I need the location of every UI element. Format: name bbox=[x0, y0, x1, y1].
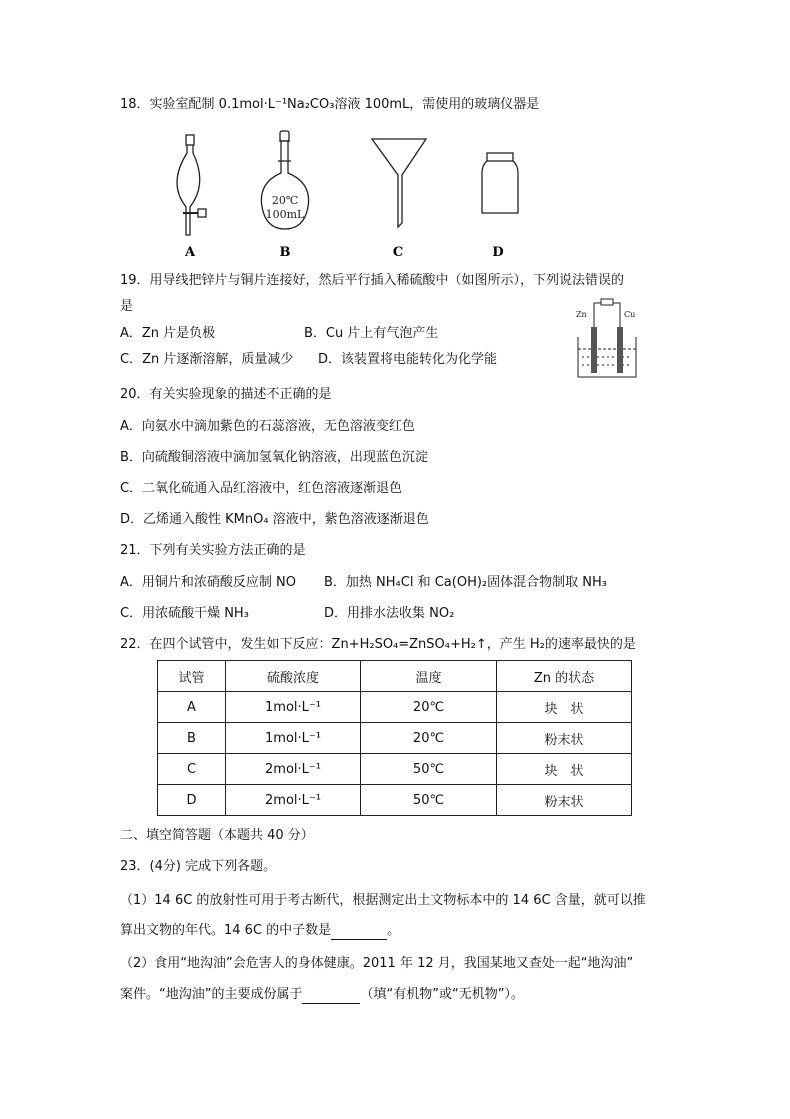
cell-concentration: 1mol·L⁻¹ bbox=[226, 723, 361, 754]
table-row bbox=[158, 785, 632, 816]
q19-option-d: D．该装置将电能转化为化学能 bbox=[318, 352, 498, 367]
cell-concentration: 1mol·L⁻¹ bbox=[226, 692, 361, 723]
q21-option-c: C．用浓硫酸干燥 NH₃ bbox=[120, 606, 249, 621]
header-zn-state: Zn 的状态 bbox=[497, 661, 632, 692]
label-b: B bbox=[279, 245, 291, 260]
cell-concentration: 2mol·L⁻¹ bbox=[226, 754, 361, 785]
q19-option-a: A．Zn 片是负极 bbox=[120, 326, 216, 341]
q18-apparatus-figure bbox=[0, 125, 790, 295]
reaction-table bbox=[157, 660, 632, 816]
q23-part2-line2 bbox=[120, 986, 524, 1004]
header-tube: 试管 bbox=[158, 661, 226, 692]
cell-tube: A bbox=[158, 692, 226, 723]
flask-text-1: 20℃ bbox=[271, 194, 299, 207]
section-2-heading: 二、填空简答题（本题共 40 分） bbox=[120, 828, 314, 843]
copper-electrode bbox=[617, 327, 623, 373]
q20-option-d: D．乙烯通入酸性 KMnO₄ 溶液中，紫色溶液逐渐退色 bbox=[120, 512, 429, 527]
q23-stem: 23．(4分) 完成下列各题。 bbox=[120, 859, 277, 874]
q21-option-d: D．用排水法收集 NO₂ bbox=[324, 606, 455, 621]
cell-temperature: 50℃ bbox=[361, 785, 497, 816]
zinc-electrode bbox=[591, 327, 597, 373]
header-temperature: 温度 bbox=[361, 661, 497, 692]
cell-temperature: 50℃ bbox=[361, 754, 497, 785]
table-row bbox=[158, 723, 632, 754]
cell-zn-state: 粉末状 bbox=[497, 723, 632, 754]
q21-option-b: B．加热 NH₄Cl 和 Ca(OH)₂固体混合物制取 NH₃ bbox=[324, 575, 607, 590]
q19-stem-2: 是 bbox=[120, 299, 134, 314]
q23-part1-line2 bbox=[120, 922, 400, 940]
funnel-icon bbox=[372, 139, 426, 227]
cell-temperature: 20℃ bbox=[361, 723, 497, 754]
q19-option-c: C．Zn 片逐渐溶解，质量减少 bbox=[120, 352, 294, 367]
cell-zn-state: 块 状 bbox=[497, 692, 632, 723]
label-d: D bbox=[492, 245, 504, 260]
q18-stem: 18．实验室配制 0.1mol·L⁻¹Na₂CO₃溶液 100mL，需使用的玻璃仪器是 bbox=[120, 97, 540, 112]
q20-option-a: A．向氨水中滴加紫色的石蕊溶液，无色溶液变红色 bbox=[120, 419, 415, 434]
q21-option-a: A．用铜片和浓硝酸反应制 NO bbox=[120, 575, 296, 590]
cell-concentration: 2mol·L⁻¹ bbox=[226, 785, 361, 816]
label-c: C bbox=[392, 245, 404, 260]
cell-tube: B bbox=[158, 723, 226, 754]
reagent-bottle-icon bbox=[482, 153, 518, 213]
q23-part2-end: （填“有机物”或“无机物”）。 bbox=[360, 987, 524, 1002]
q21-stem: 21．下列有关实验方法正确的是 bbox=[120, 543, 306, 558]
table-row bbox=[158, 754, 632, 785]
fig-zn-label: Zn bbox=[576, 310, 587, 319]
cell-temperature: 20℃ bbox=[361, 692, 497, 723]
q23-part2-line1: （2）食用“地沟油”会危害人的身体健康。2011 年 12 月，我国某地又查处一起“地沟油” bbox=[120, 956, 634, 971]
flask-text-2: 100mL bbox=[265, 208, 305, 221]
q23-part1-end: 。 bbox=[387, 923, 401, 938]
q20-stem: 20．有关实验现象的描述不正确的是 bbox=[120, 387, 332, 402]
q20-option-b: B．向硫酸铜溶液中滴加氢氧化钠溶液，出现蓝色沉淀 bbox=[120, 450, 428, 465]
q22-stem: 22．在四个试管中，发生如下反应：Zn+H₂SO₄=ZnSO₄+H₂↑，产生 H₂的速率最快的是 bbox=[120, 637, 636, 652]
header-concentration: 硫酸浓度 bbox=[226, 661, 361, 692]
table-header-row bbox=[158, 661, 632, 692]
galvanic-cell-figure bbox=[572, 297, 642, 382]
cell-zn-state: 粉末状 bbox=[497, 785, 632, 816]
fig-cu-label: Cu bbox=[624, 310, 636, 319]
label-a: A bbox=[184, 245, 196, 260]
q23-part1-line1: （1）14 6C 的放射性可用于考古断代，根据测定出土文物标本中的 14 6C 含量，就可以推 bbox=[120, 893, 646, 908]
q19-stem-1: 19．用导线把锌片与铜片连接好，然后平行插入稀硫酸中（如图所示），下列说法错误的 bbox=[120, 273, 625, 288]
q23-part1-text: 算出文物的年代。14 6C 的中子数是 bbox=[120, 923, 332, 938]
table-row bbox=[158, 692, 632, 723]
q19-option-b: B．Cu 片上有气泡产生 bbox=[304, 326, 439, 341]
answer-blank-neutrons[interactable] bbox=[331, 925, 387, 940]
cell-tube: D bbox=[158, 785, 226, 816]
separatory-funnel-icon bbox=[177, 135, 206, 235]
cell-zn-state: 块 状 bbox=[497, 754, 632, 785]
q23-part2-text: 案件。“地沟油”的主要成份属于 bbox=[120, 987, 303, 1002]
answer-blank-oil-type[interactable] bbox=[302, 989, 360, 1004]
cell-tube: C bbox=[158, 754, 226, 785]
q20-option-c: C．二氧化硫通入品红溶液中，红色溶液逐渐退色 bbox=[120, 481, 403, 496]
